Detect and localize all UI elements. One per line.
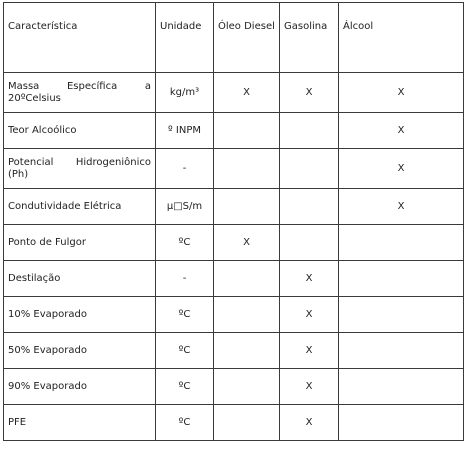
alcool-mark: X xyxy=(339,113,464,149)
unit-cell: - xyxy=(156,149,214,189)
table-row xyxy=(4,333,464,369)
gasolina-mark: X xyxy=(280,333,339,369)
unit-cell: μ□S/m xyxy=(156,189,214,225)
header-gasolina: Gasolina xyxy=(280,3,339,73)
oleo-diesel-mark: X xyxy=(214,73,280,113)
gasolina-mark xyxy=(280,225,339,261)
oleo-diesel-mark xyxy=(214,369,280,405)
characteristic-cell: Potencial Hidrogeniônico (Ph) xyxy=(4,149,156,189)
alcool-mark xyxy=(339,297,464,333)
oleo-diesel-mark: X xyxy=(214,225,280,261)
alcool-mark xyxy=(339,333,464,369)
unit-cell: kg/m³ xyxy=(156,73,214,113)
gasolina-mark: X xyxy=(280,369,339,405)
characteristic-cell: Ponto de Fulgor xyxy=(4,225,156,261)
unit-cell: ºC xyxy=(156,369,214,405)
characteristic-cell: Destilação xyxy=(4,261,156,297)
characteristic-cell: 10% Evaporado xyxy=(4,297,156,333)
table-row xyxy=(4,189,464,225)
gasolina-mark xyxy=(280,189,339,225)
characteristic-cell: Massa Específica a 20ºCelsius xyxy=(4,73,156,113)
gasolina-mark: X xyxy=(280,405,339,441)
unit-cell: ºC xyxy=(156,405,214,441)
characteristic-cell: Teor Alcoólico xyxy=(4,113,156,149)
alcool-mark: X xyxy=(339,73,464,113)
table-row xyxy=(4,149,464,189)
characteristic-cell: PFE xyxy=(4,405,156,441)
table-row xyxy=(4,369,464,405)
header-oleo-diesel: Óleo Diesel xyxy=(214,3,280,73)
header-unidade: Unidade xyxy=(156,3,214,73)
oleo-diesel-mark xyxy=(214,405,280,441)
alcool-mark: X xyxy=(339,149,464,189)
gasolina-mark xyxy=(280,149,339,189)
oleo-diesel-mark xyxy=(214,333,280,369)
header-caracteristica: Característica xyxy=(4,3,156,73)
table-row xyxy=(4,405,464,441)
table-row xyxy=(4,225,464,261)
unit-cell: º INPM xyxy=(156,113,214,149)
unit-cell: ºC xyxy=(156,297,214,333)
table-header-row xyxy=(4,3,464,73)
oleo-diesel-mark xyxy=(214,261,280,297)
oleo-diesel-mark xyxy=(214,297,280,333)
gasolina-mark: X xyxy=(280,261,339,297)
gasolina-mark xyxy=(280,113,339,149)
alcool-mark xyxy=(339,225,464,261)
characteristic-cell: 90% Evaporado xyxy=(4,369,156,405)
unit-cell: ºC xyxy=(156,225,214,261)
specification-table xyxy=(3,2,464,441)
table-row xyxy=(4,297,464,333)
oleo-diesel-mark xyxy=(214,113,280,149)
alcool-mark xyxy=(339,261,464,297)
oleo-diesel-mark xyxy=(214,189,280,225)
table-row xyxy=(4,113,464,149)
unit-cell: ºC xyxy=(156,333,214,369)
alcool-mark xyxy=(339,369,464,405)
alcool-mark: X xyxy=(339,189,464,225)
header-alcool: Álcool xyxy=(339,3,464,73)
unit-cell: - xyxy=(156,261,214,297)
table-row xyxy=(4,73,464,113)
table-row xyxy=(4,261,464,297)
characteristic-cell: Condutividade Elétrica xyxy=(4,189,156,225)
alcool-mark xyxy=(339,405,464,441)
characteristic-cell: 50% Evaporado xyxy=(4,333,156,369)
gasolina-mark: X xyxy=(280,297,339,333)
oleo-diesel-mark xyxy=(214,149,280,189)
gasolina-mark: X xyxy=(280,73,339,113)
